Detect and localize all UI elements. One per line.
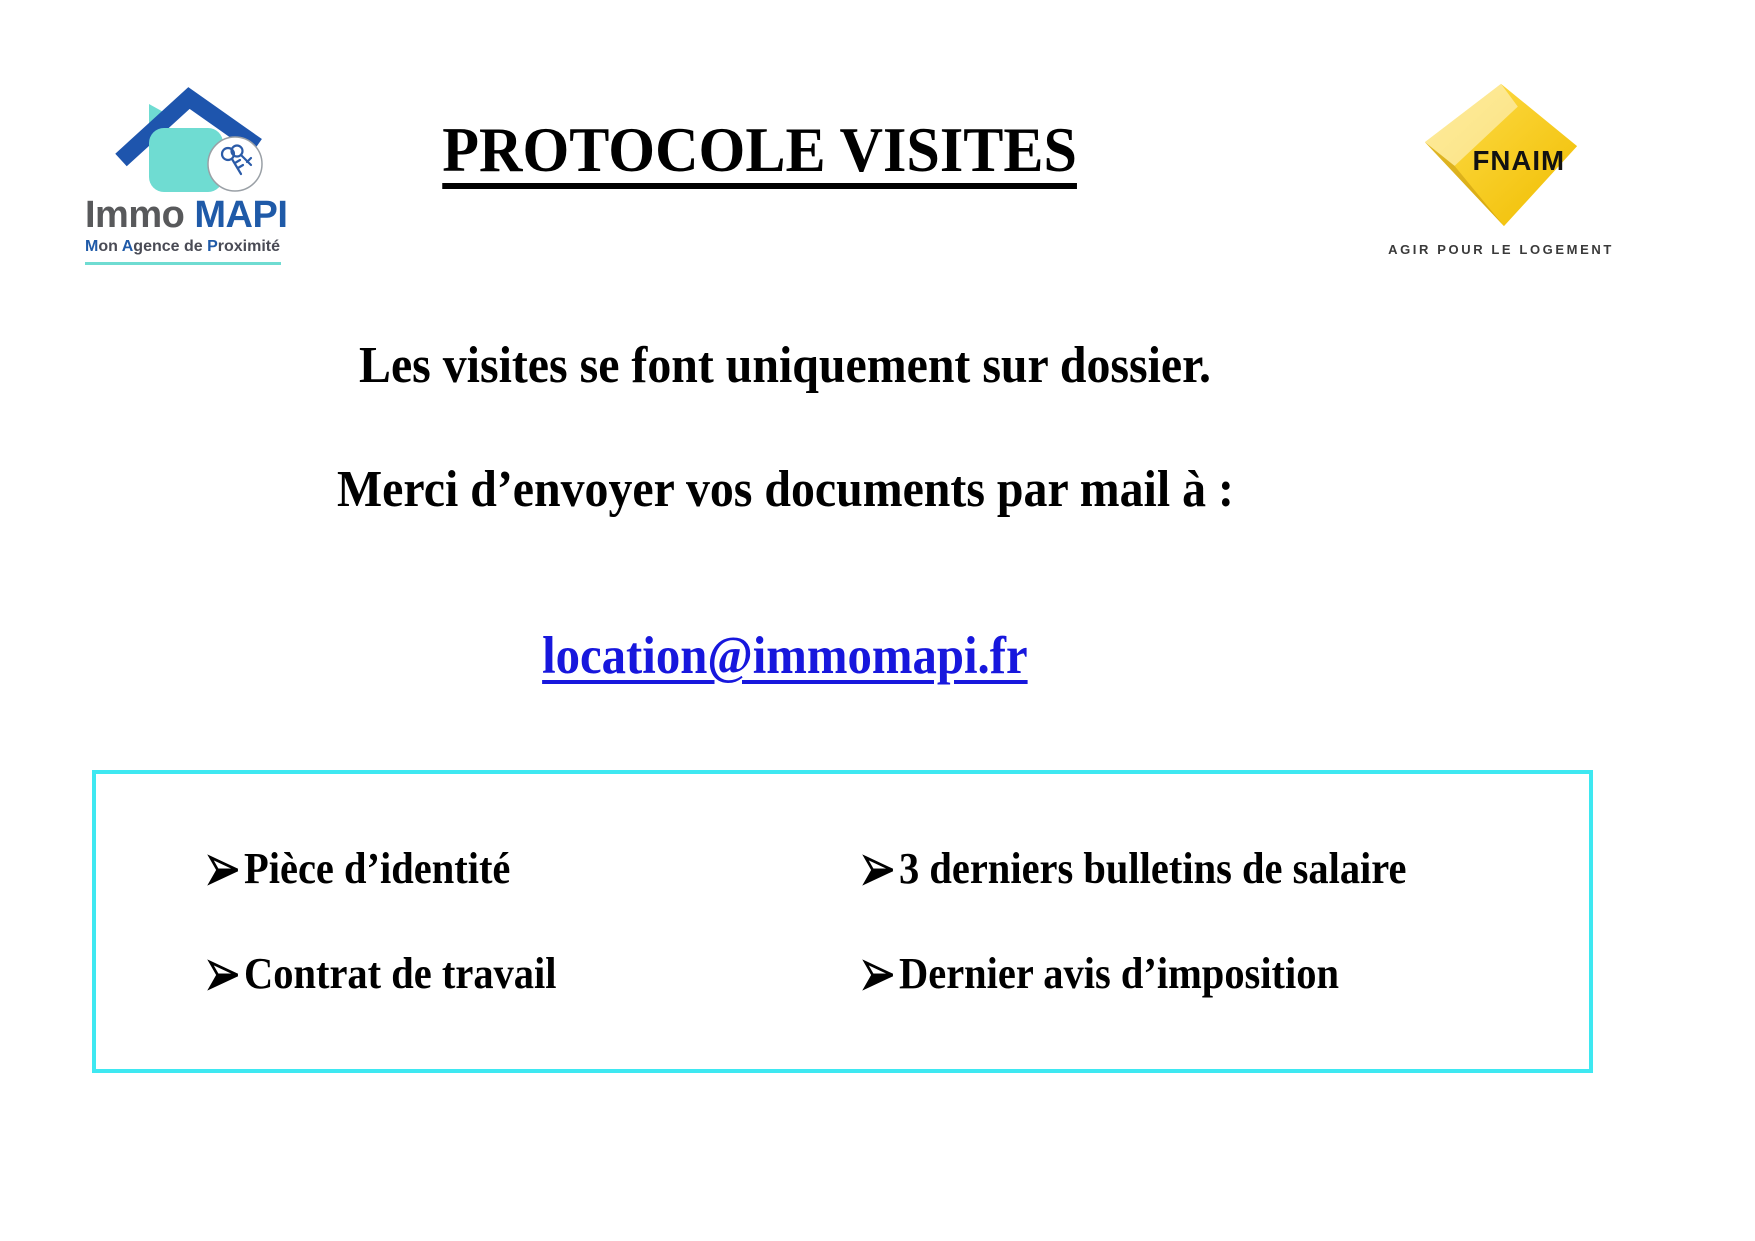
fnaim-tagline-row bbox=[1385, 241, 1617, 258]
body-line-1: Les visites se font uniquement sur dossier. bbox=[359, 337, 1211, 394]
doc-item-piece-identite bbox=[206, 843, 861, 894]
fnaim-logo bbox=[1385, 80, 1617, 258]
doc-item-avis-imposition bbox=[861, 948, 1579, 999]
brand-tagline: Mon Agence de Proximité bbox=[85, 237, 281, 255]
arrow-bullet-icon bbox=[861, 850, 897, 890]
brand-name-mapi: MAPI bbox=[194, 194, 288, 236]
doc-item-label: Dernier avis d’imposition bbox=[899, 949, 1340, 998]
doc-item-bulletins-salaire bbox=[861, 843, 1579, 894]
arrow-bullet-icon bbox=[206, 850, 242, 890]
page-title: PROTOCOLE VISITES bbox=[442, 114, 1078, 185]
fnaim-label: FNAIM bbox=[1472, 144, 1566, 176]
house-logo-icon bbox=[85, 84, 307, 196]
brand-rule bbox=[85, 262, 281, 265]
fnaim-cube-icon bbox=[1417, 80, 1585, 230]
brand-name bbox=[85, 196, 307, 236]
immomapi-logo bbox=[85, 84, 307, 265]
keys-icon bbox=[208, 137, 262, 191]
doc-item-label: Contrat de travail bbox=[244, 949, 557, 998]
documents-box bbox=[92, 770, 1593, 1073]
doc-item-label: 3 derniers bulletins de salaire bbox=[899, 844, 1407, 893]
fnaim-tagline: AGIR POUR LE LOGEMENT bbox=[1388, 242, 1614, 257]
brand-name-immo: Immo bbox=[85, 194, 195, 236]
body-line-2: Merci d’envoyer vos documents par mail à : bbox=[336, 461, 1234, 518]
arrow-bullet-icon bbox=[206, 955, 242, 995]
email-link[interactable]: location@immomapi.fr bbox=[542, 627, 1028, 685]
doc-item-contrat-travail bbox=[206, 948, 861, 999]
arrow-bullet-icon bbox=[861, 955, 897, 995]
doc-item-label: Pièce d’identité bbox=[244, 844, 511, 893]
email-line bbox=[0, 626, 1570, 686]
